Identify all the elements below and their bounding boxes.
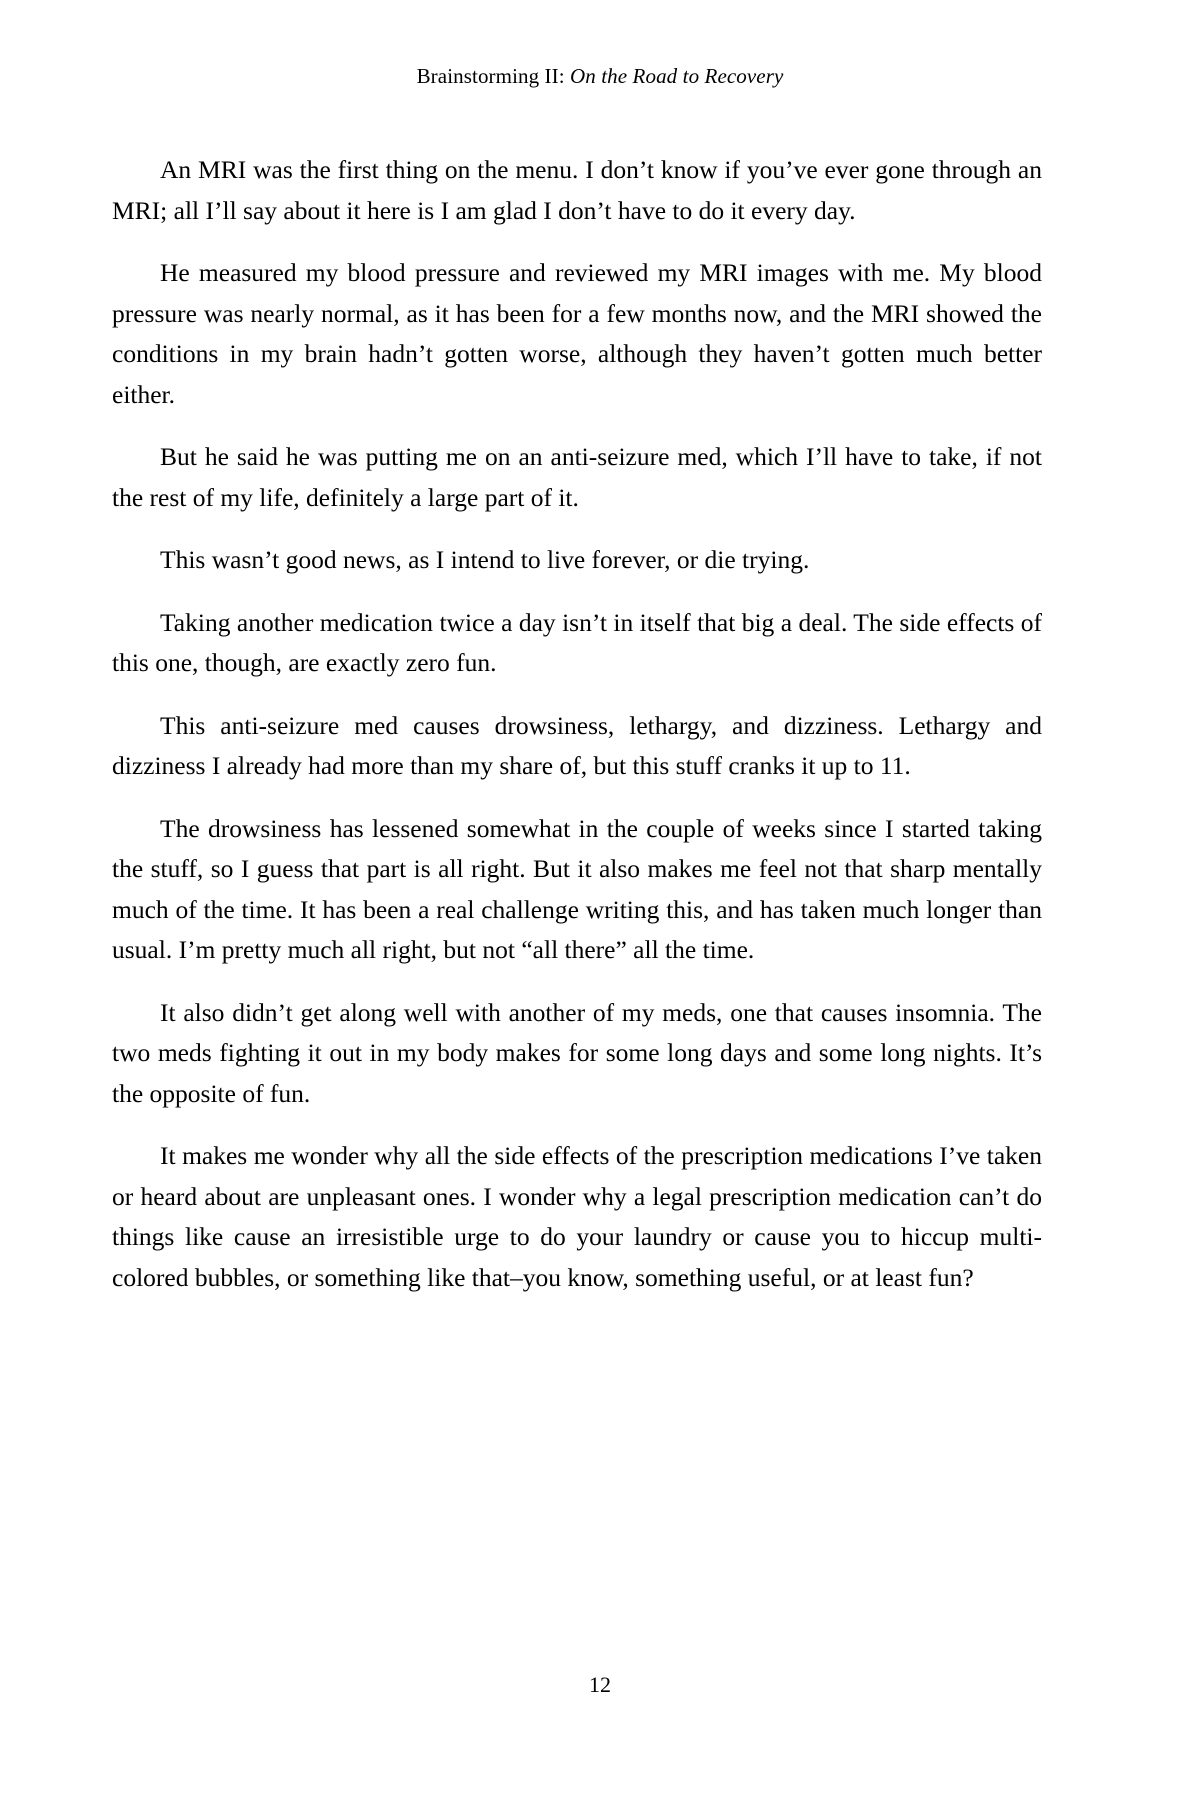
body-text-block [112,150,1042,1298]
paragraph: Taking another medication twice a day isn’t in itself that big a deal. The side effects of this one, though, are exactly zero fun. [112,607,1042,677]
paragraph: It also didn’t get along well with another of my meds, one that causes insomnia. The two meds fighting it out in my body makes for some long days and some long nights. It’s the opposite of fun. [112,997,1042,1108]
paragraph: This anti-seizure med causes drowsiness, lethargy, and dizziness. Lethargy and dizziness I already had more than my share of, but this stuff cranks it up to 11. [112,710,1042,780]
running-header [0,64,1200,89]
paragraph: This wasn’t good news, as I intend to live forever, or die trying. [160,545,810,574]
running-header-series-title: Brainstorming II: [416,64,571,88]
paragraph: The drowsiness has lessened somewhat in the couple of weeks since I started taking the stuff, so I guess that part is all right. But it also makes me feel not that sharp mentally much of the time. It has been a real challenge writing this, and has taken much longer than usual. I’m pretty much all right, but not “all there” all the time. [112,813,1042,964]
running-header-chapter-title: On the Road to Recovery [570,64,784,88]
paragraph: He measured my blood pressure and reviewed my MRI images with me. My blood pressure was nearly normal, as it has been for a few months now, and the MRI showed the conditions in my brain hadn’t gotten worse, although they haven’t gotten much better either. [112,258,1042,409]
paragraph: But he said he was putting me on an anti-seizure med, which I’ll have to take, if not the rest of my life, definitely a large part of it. [112,442,1042,512]
page-number: 12 [589,1672,611,1697]
paragraph: An MRI was the first thing on the menu. I don’t know if you’ve ever gone through an MRI; all I’ll say about it here is I am glad I don’t have to do it every day. [112,155,1042,225]
paragraph: It makes me wonder why all the side effects of the prescription medications I’ve taken or heard about are unpleasant ones. I wonder why a legal prescription medication can’t do things like cause an irresistible urge to do your laundry or cause you to hiccup multi-colored bubbles, or something like that–you know, something useful, or at least fun? [112,1141,1042,1292]
